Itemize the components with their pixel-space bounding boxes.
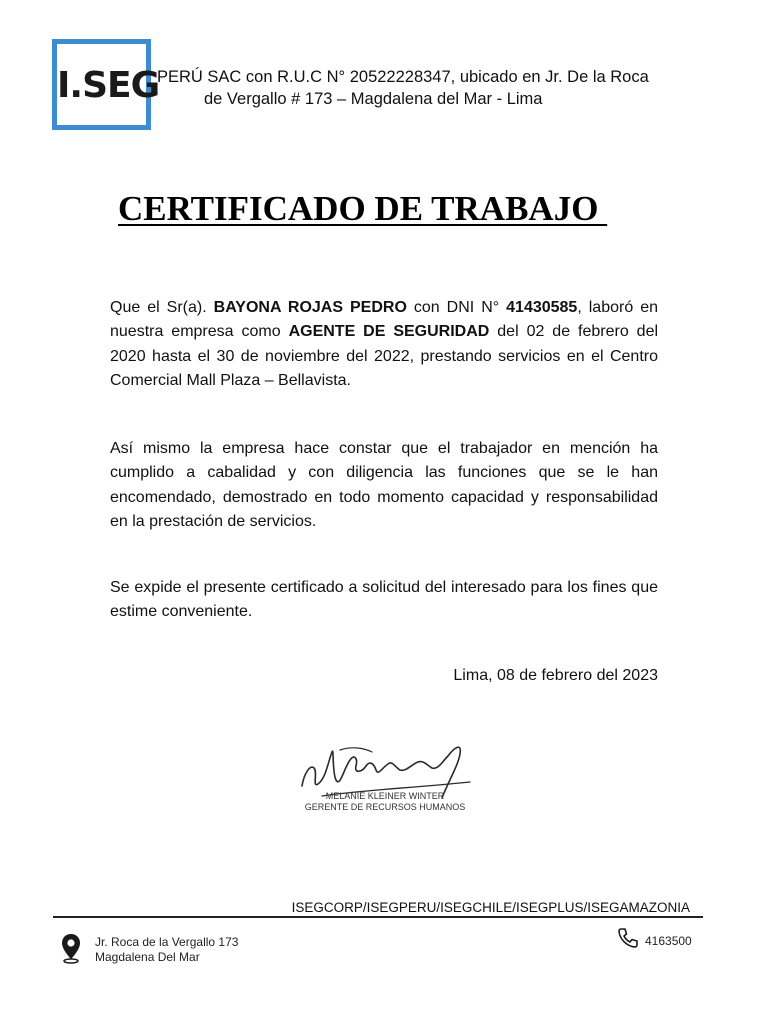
phone-icon bbox=[616, 926, 640, 950]
employee-name: BAYONA ROJAS PEDRO bbox=[213, 299, 407, 316]
paragraph-performance: Así mismo la empresa hace constar que el trabajador en mención ha cumplido a cabalidad y con diligencia las funciones que se le han encomendado, demostrado en todo momento capacidad y responsabilidad en la prestación de servicios. bbox=[110, 440, 658, 530]
paragraph-employment bbox=[110, 296, 658, 393]
employee-dni: 41430585 bbox=[506, 299, 578, 316]
signatory-name: MELANIE KLEINER WINTER bbox=[325, 791, 445, 801]
issue-date: Lima, 08 de febrero del 2023 bbox=[453, 667, 658, 684]
p1-text-b: con DNI N° bbox=[406, 299, 507, 316]
p1-text-d: del 02 de febrero del 2020 hasta el 30 de noviembre del 2022, prestando servicios en el Centro Comercial Mall Plaza – Bellavista. bbox=[110, 323, 659, 389]
address-line-2: Magdalena Del Mar bbox=[95, 950, 200, 964]
map-pin-icon bbox=[60, 932, 82, 964]
footer-address bbox=[95, 935, 238, 965]
signatory-block bbox=[300, 791, 470, 813]
document-title: CERTIFICADO DE TRABAJO bbox=[118, 189, 608, 228]
footer-websites: ISEGCORP/ISEGPERU/ISEGCHILE/ISEGPLUS/ISEGAMAZONIA bbox=[291, 900, 690, 915]
footer-divider bbox=[53, 916, 703, 918]
p1-text-c: , laboró en nuestra empresa como bbox=[110, 299, 659, 341]
header-line-1: PERÚ SAC con R.U.C N° 20522228347, ubicado en Jr. De la Roca bbox=[157, 68, 649, 86]
signatory-position: GERENTE DE RECURSOS HUMANOS bbox=[304, 802, 466, 812]
paragraph-issuance: Se expide el presente certificado a solicitud del interesado para los fines que estime conveniente. bbox=[110, 579, 658, 621]
employee-role: AGENTE DE SEGURIDAD bbox=[288, 323, 490, 341]
address-line-1: Jr. Roca de la Vergallo 173 bbox=[95, 935, 239, 949]
p1-text-a: Que el Sr(a). bbox=[110, 299, 214, 316]
company-logo bbox=[52, 39, 160, 130]
header-line-2: de Vergallo # 173 – Magdalena del Mar - Lima bbox=[204, 90, 543, 108]
footer-phone: 4163500 bbox=[645, 934, 692, 948]
logo-text: I.SEG bbox=[57, 65, 160, 106]
